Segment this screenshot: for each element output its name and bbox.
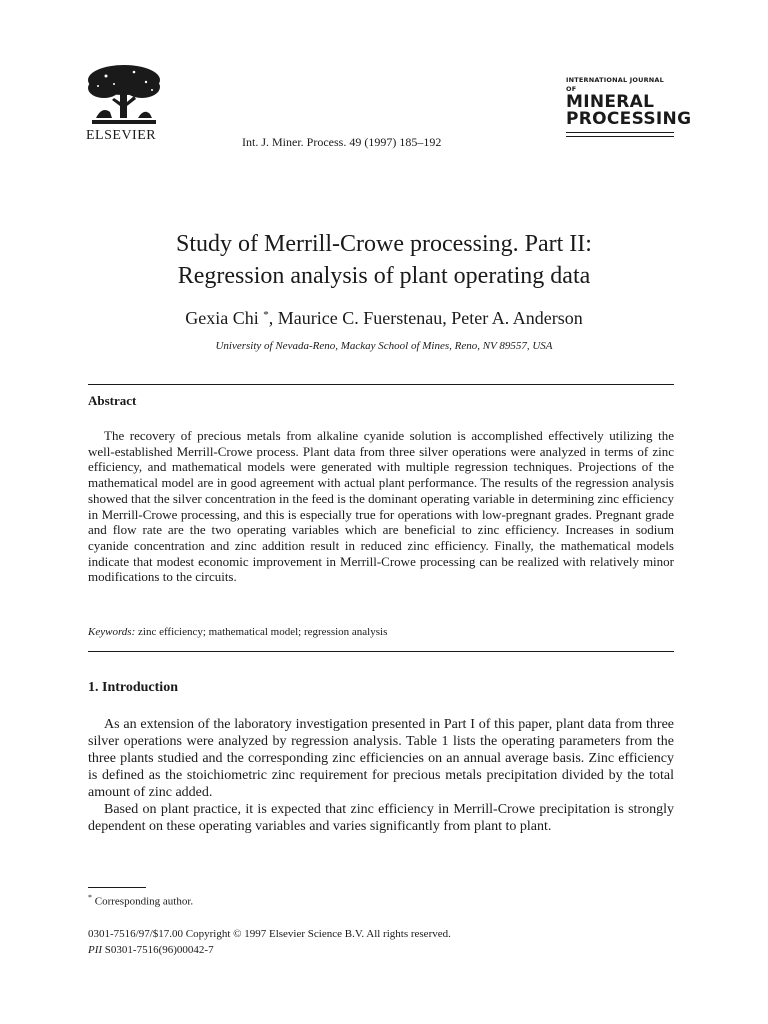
journal-name-line3: PROCESSING [566,109,692,129]
section-heading-introduction: 1. Introduction [88,680,178,695]
authors-part2: , Maurice C. Fuerstenau, Peter A. Anderson [268,308,583,328]
paragraph: Based on plant practice, it is expected that zinc efficiency in Merrill-Crowe precipitation is strongly dependent on these operating variables and varies significantly from plant to plant. [88,802,674,834]
corresponding-mark: * [263,309,269,321]
pii-value: S0301-7516(96)00042-7 [104,944,214,956]
copyright-block [88,926,451,958]
authors-part1: Gexia Chi [185,308,264,328]
journal-name-line2: MINERAL [566,92,655,112]
pii-line [88,942,451,958]
journal-rule [566,132,674,133]
footnote-rule [88,887,146,888]
journal-name-line1: INTERNATIONAL JOURNAL OF [566,76,664,93]
title-line2: Regression analysis of plant operating data [177,263,591,289]
divider [88,384,674,385]
keywords-list: zinc efficiency; mathematical model; regression analysis [138,626,388,638]
title-line1: Study of Merrill-Crowe processing. Part II: [176,231,592,257]
journal-citation: Int. J. Miner. Process. 49 (1997) 185–192 [242,135,442,149]
footnote-text: Corresponding author. [94,895,194,908]
footnote-mark: * [88,893,92,902]
abstract-heading: Abstract [88,393,137,408]
publisher-name: ELSEVIER [86,128,157,143]
divider [88,651,674,652]
keywords-label: Keywords: [88,626,136,638]
abstract-text: The recovery of precious metals from alkaline cyanide solution is accomplished effectively utilizing the well-established Merrill-Crowe process. Plant data from three silver operations were analyzed in terms of zinc efficiency, and mathematical models were generated with multiple regression techniques. Projections of the mathematical model are in good agreement with actual plant performance. The results of the regression analysis showed that the silver concentration in the feed is the dominant operating variable in determining zinc efficiency in Merrill-Crowe processing, and this is especially true for operations with low-pregnant grades. Pregnant grade and flow rate are the two operating variables which are beneficial to zinc efficiency. Increases in sodium cyanide concentration and zinc addition result in reduced zinc efficiency. Finally, the mathematical models indicate that modest economic improvement in Merrill-Crowe processing can be realized with relatively minor modifications to the circuits. [88,428,675,585]
footnote [88,893,193,908]
introduction-text [88,716,674,835]
copyright-line: 0301-7516/97/$17.00 Copyright © 1997 Elsevier Science B.V. All rights reserved. [88,928,451,940]
journal-logo [566,76,692,137]
keywords [88,626,387,638]
affiliation: University of Nevada-Reno, Mackay School of Mines, Reno, NV 89557, USA [215,340,553,352]
journal-rule [566,136,674,137]
paragraph: As an extension of the laboratory investigation presented in Part I of this paper, plant data from three silver operations were analyzed by regression analysis. Table 1 lists the operating parameters from the three plants studied and the corresponding zinc efficiencies on an annual average basis. Zinc efficiency is defined as the stoichiometric zinc requirement for precious metals precipitation divided by the total amount of zinc added. [88,717,674,800]
article-title [0,228,768,292]
author-list [0,308,768,329]
elsevier-tree-logo-icon [84,62,164,126]
pii-label: PII [88,944,103,956]
